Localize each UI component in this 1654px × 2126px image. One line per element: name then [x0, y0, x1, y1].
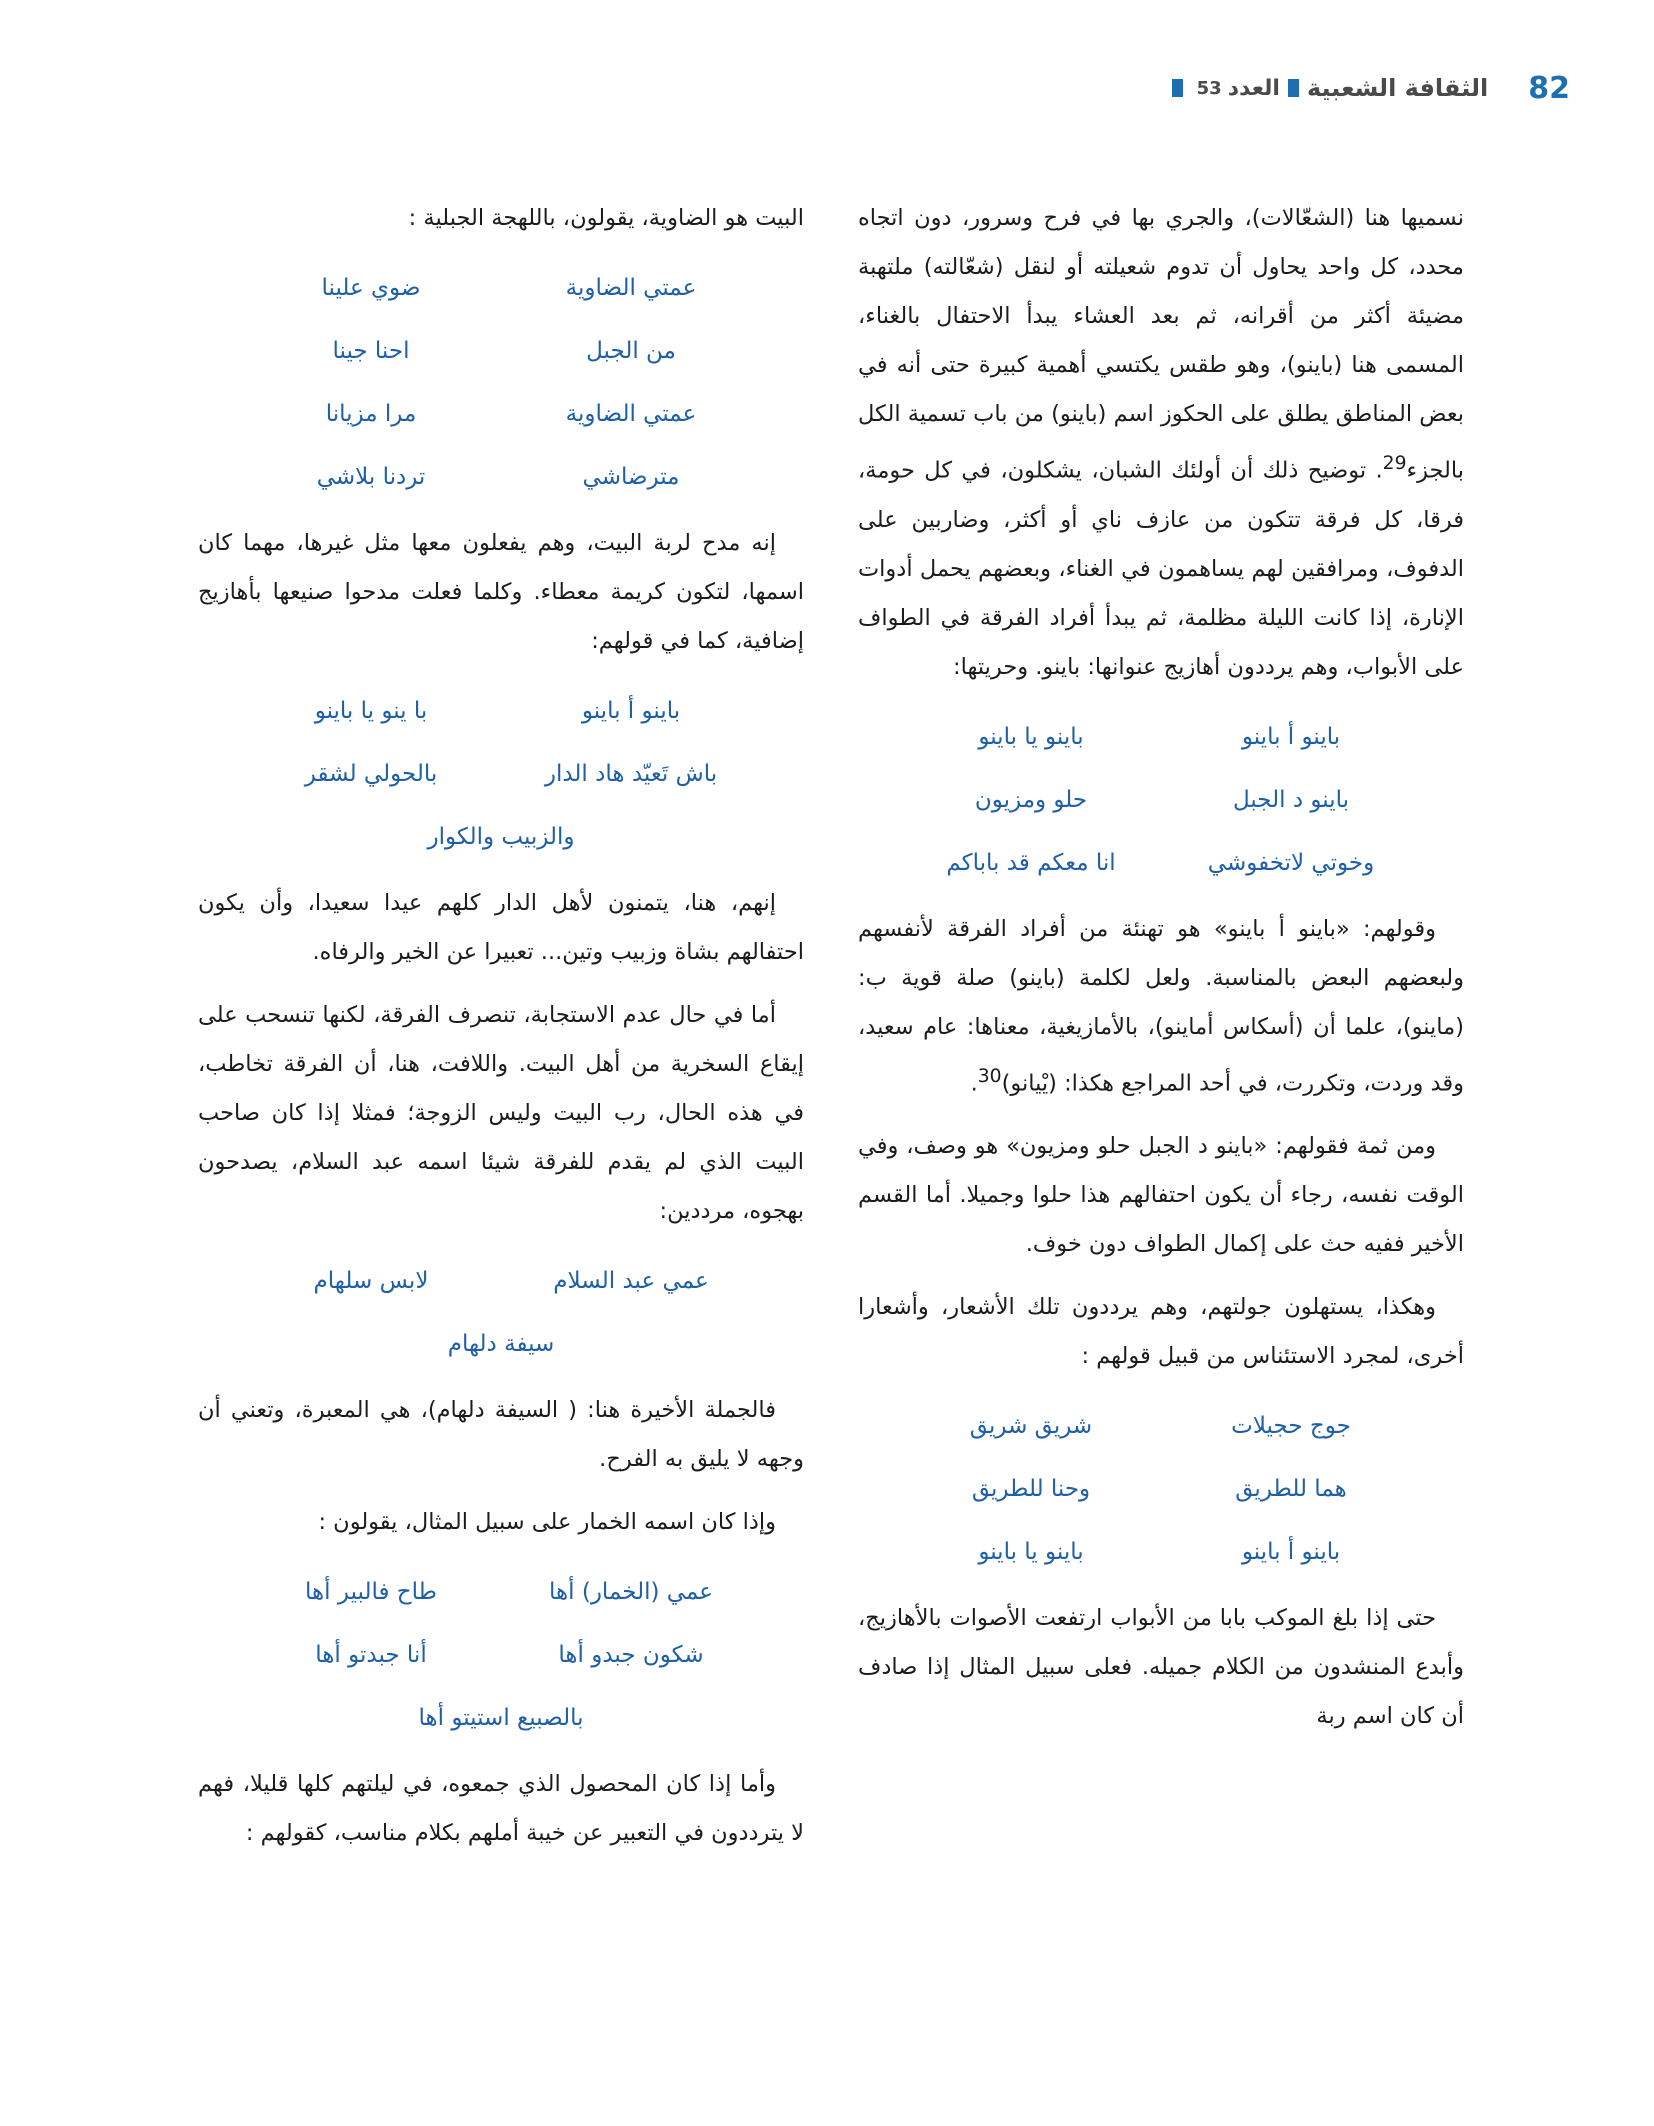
hemistich: انا معكم قد باباكم [946, 849, 1116, 876]
verse-row [858, 832, 1464, 895]
hemistich: عمي عبد السلام [553, 1268, 709, 1294]
hemistich: ضوي علينا [321, 275, 421, 301]
paragraph: أما في حال عدم الاستجابة، تنصرف الفرقة، لكنها تنسحب على إيقاع السخرية من أهل البيت. واللافت، هنا، أن الفرقة تخاطب، في هذه الحال، رب البيت وليس الزوجة؛ فمثلا إذا كان صاحب البيت الذي لم يقدم للفرقة شيئا اسمه عبد السلام، يصدحون بهجوه، مرددين: [198, 1002, 804, 1224]
right-column [858, 194, 1464, 1755]
verse-row [858, 769, 1464, 832]
header-separator-icon [1288, 79, 1299, 97]
hemistich: باش تَعيّد هاد الدار [544, 761, 718, 787]
paragraph: وهكذا، يستهلون جولتهم، وهم يرددون تلك الأشعار، وأشعارا أخرى، لمجرد الاستئناس من قبيل قولهم : [858, 1294, 1464, 1369]
verse-block [198, 257, 804, 509]
hemistich: عمتي الضاوية [565, 275, 697, 301]
paragraph: فالجملة الأخيرة هنا: ( السيفة دلهام)، هي المعبرة، وتعني أن وجهه لا يليق به الفرح. [198, 1397, 804, 1472]
magazine-title: الثقافة الشعبية [1306, 74, 1489, 102]
verse-row [198, 1313, 804, 1376]
verse-row [198, 257, 804, 320]
hemistich: با ينو يا باينو [314, 698, 428, 724]
hemistich: والزبيب والكوار [427, 824, 575, 850]
verse-row [198, 680, 804, 743]
paragraph: إنهم، هنا، يتمنون لأهل الدار كلهم عيدا سعيدا، وأن يكون احتفالهم بشاة وزبيب وتين... تعبيرا عن الخير والرفاه. [198, 890, 804, 965]
verse-block [198, 680, 804, 869]
hemistich: شريق شريق [969, 1413, 1093, 1439]
paragraph: وإذا كان اسمه الخمار على سبيل المثال، يقولون : [318, 1509, 776, 1535]
verse-row [198, 1687, 804, 1750]
verse-row [198, 1624, 804, 1687]
hemistich: سيفة دلهام [447, 1331, 555, 1357]
issue-number: 53 [1196, 77, 1222, 99]
hemistich: باينو د الجبل [1232, 786, 1350, 813]
hemistich: عمتي الضاوية [565, 401, 697, 427]
verse-row [858, 1395, 1464, 1458]
hemistich: بالحولي لشقر [304, 761, 438, 787]
hemistich: باينو يا باينو [978, 1539, 1084, 1565]
hemistich: شكون جبدو أها [558, 1642, 704, 1668]
paragraph: حتى إذا بلغ الموكب بابا من الأبواب ارتفعت الأصوات بالأهازيج، وأبدع المنشدون من الكلام جميله. فعلى سبيل المثال إذا صادف أن كان اسم ربة [858, 1605, 1464, 1729]
header-end-icon [1172, 79, 1183, 97]
paragraph: وأما إذا كان المحصول الذي جمعوه، في ليلتهم كلها قليلا، فهم لا يترددون في التعبير عن خيبة أملهم بكلام مناسب، كقولهم : [198, 1771, 804, 1846]
issue-label: العدد [1227, 75, 1280, 101]
hemistich: مرا مزيانا [325, 401, 417, 427]
verse-row [198, 1561, 804, 1624]
paragraph: نسميها هنا (الشعّالات)، والجري بها في فرح وسرور، دون اتجاه محدد، كل واحد يحاول أن تدوم شعيلته أو لنقل (شعّالته) ملتهبة مضيئة أكثر من أقرانه، ثم بعد العشاء يبدأ الاحتفال بالغناء، المسمى هنا (باينو)، وهو طقس يكتسي أهمية كبيرة حتى أنه في بعض المناطق يطلق على الحكوز اسم (باينو) من باب تسمية الكل بالجزء$^{29}$. توضيح ذلك أن أولئك الشبان، يشكلون، في كل حومة، فرقا، كل فرقة تتكون من عازف ناي أو أكثر، وضاربين على الدفوف، ومرافقين لهم يساهمون في الغناء، وبعضهم يحمل أدوات الإنارة، إذا كانت الليلة مظلمة، ثم يبدأ أفراد الفرقة في الطواف على الأبواب، وهم يرددون أهازيج عنوانها: باينو. وحريتها: [858, 205, 1464, 680]
hemistich: أنا جبدتو أها [315, 1642, 427, 1668]
verse-block [198, 1250, 804, 1376]
paragraph: إنه مدح لربة البيت، وهم يفعلون معها مثل غيرها، مهما كان اسمها، لتكون كريمة معطاء. وكلما فعلت مدحوا صنيعها بأهازيج إضافية، كما في قولهم: [198, 530, 804, 654]
paragraph: وقولهم: «باينو أ باينو» هو تهنئة من أفراد الفرقة لأنفسهم ولبعضهم البعض بالمناسبة. ولعل لكلمة (باينو) صلة قوية ب: (ماينو)، علما أن (أسكاس أماينو)، بالأمازيغية، معناها: عام سعيد، وقد وردت، وتكررت، في أحد المراجع هكذا: (يْيانو)$^{30}$. [858, 915, 1464, 1096]
hemistich: احنا جينا [332, 338, 410, 364]
verse-block [858, 706, 1464, 895]
verse-row [198, 320, 804, 383]
hemistich: باينو أ باينو [1241, 1539, 1341, 1565]
left-column [198, 194, 804, 1872]
verse-block [858, 1395, 1464, 1584]
verse-row [858, 1521, 1464, 1584]
hemistich: باينو أ باينو [1241, 723, 1341, 750]
page-header [1100, 64, 1570, 112]
hemistich: جوج حجيلات [1231, 1413, 1351, 1439]
hemistich: لابس سلهام [313, 1268, 429, 1294]
hemistich: حلو ومزيون [974, 786, 1088, 813]
hemistich: هما للطريق [1235, 1476, 1347, 1502]
verse-row [858, 706, 1464, 769]
hemistich: تردنا بلاشي [316, 464, 426, 490]
hemistich: طاح فالبير أها [305, 1579, 437, 1605]
verse-row [198, 446, 804, 509]
verse-block [198, 1561, 804, 1750]
verse-row [858, 1458, 1464, 1521]
verse-row [198, 806, 804, 869]
hemistich: بالصبيع استيتو أها [418, 1705, 584, 1731]
page-number: 82 [1528, 70, 1570, 106]
paragraph: البيت هو الضاوية، يقولون، باللهجة الجبلية : [408, 205, 804, 231]
hemistich: مترضاشي [582, 464, 680, 490]
hemistich: من الجبل [586, 338, 676, 364]
paragraph: ومن ثمة فقولهم: «باينو د الجبل حلو ومزيون» هو وصف، وفي الوقت نفسه، رجاء أن يكون احتفالهم هذا حلوا وجميلا. أما القسم الأخير ففيه حث على إكمال الطواف دون خوف. [858, 1133, 1464, 1257]
hemistich: وحنا للطريق [971, 1476, 1091, 1502]
verse-row [198, 1250, 804, 1313]
hemistich: باينو أ باينو [581, 698, 681, 724]
verse-row [198, 383, 804, 446]
verse-row [198, 743, 804, 806]
hemistich: باينو يا باينو [978, 723, 1084, 750]
hemistich: عمي (الخمار) أها [549, 1579, 713, 1605]
hemistich: وخوتي لاتخفوشي [1207, 849, 1375, 876]
